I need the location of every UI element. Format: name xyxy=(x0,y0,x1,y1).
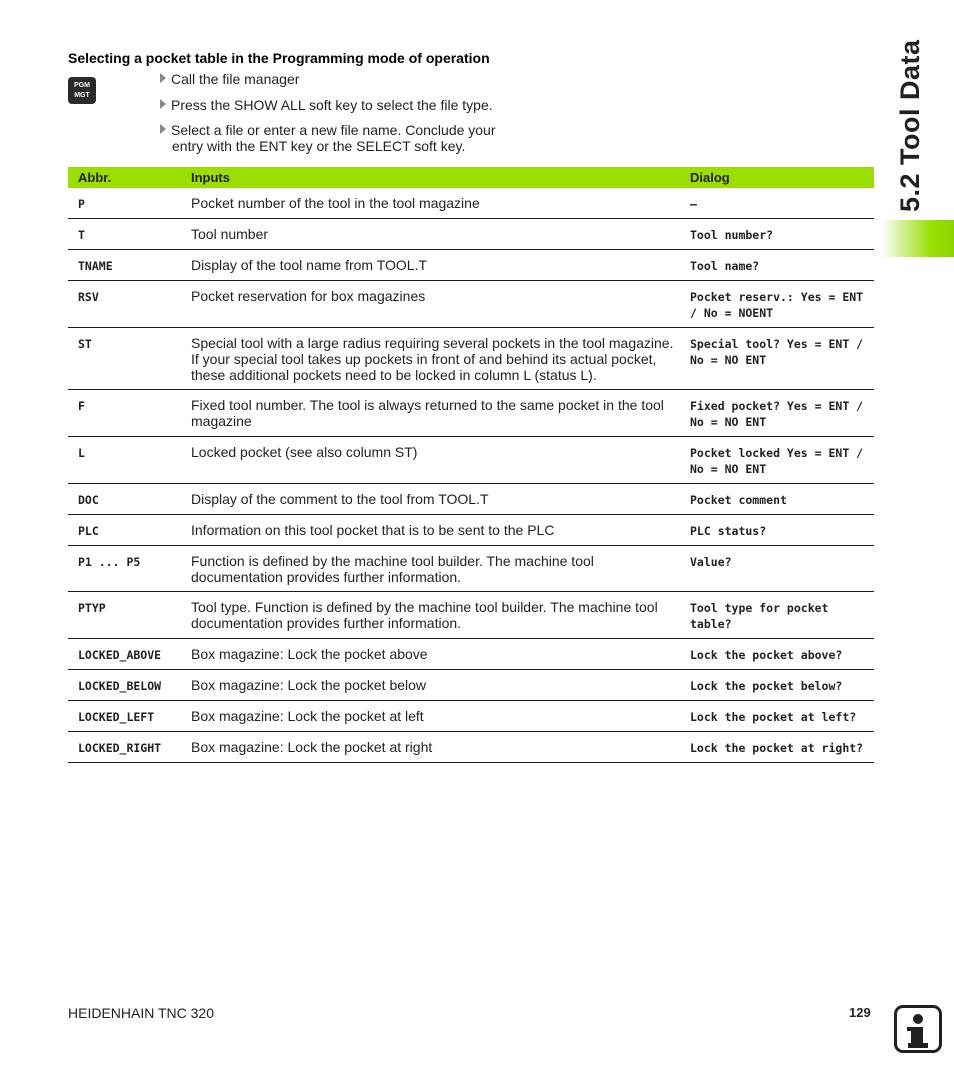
abbr-cell: LOCKED_ABOVE xyxy=(68,639,181,670)
abbr-cell: PTYP xyxy=(68,592,181,639)
step-text: Select a file or enter a new file name. Conclude your xyxy=(171,122,496,138)
input-cell: Tool number xyxy=(181,219,680,250)
abbr-cell: LOCKED_RIGHT xyxy=(68,732,181,763)
info-icon xyxy=(894,1005,942,1053)
step-3 xyxy=(160,122,496,154)
dialog-cell: Special tool? Yes = ENT / No = NO ENT xyxy=(680,328,874,390)
header-inputs: Inputs xyxy=(181,167,680,188)
step-text: Call the file manager xyxy=(171,71,300,87)
abbr-cell: P1 ... P5 xyxy=(68,546,181,592)
header-abbr: Abbr. xyxy=(68,167,181,188)
dialog-cell: PLC status? xyxy=(680,515,874,546)
table-row xyxy=(68,328,874,390)
input-cell: Pocket reservation for box magazines xyxy=(181,281,680,328)
arrow-bullet-icon xyxy=(160,124,166,134)
abbr-cell: L xyxy=(68,437,181,484)
table-row xyxy=(68,390,874,437)
step-text: Press the SHOW ALL soft key to select the file type. xyxy=(171,97,493,113)
footer-product: HEIDENHAIN TNC 320 xyxy=(68,1005,215,1021)
pocket-table xyxy=(68,167,874,763)
table-row xyxy=(68,219,874,250)
table-row xyxy=(68,437,874,484)
table-row xyxy=(68,484,874,515)
input-cell: Display of the tool name from TOOL.T xyxy=(181,250,680,281)
section-heading: Selecting a pocket table in the Programming mode of operation xyxy=(68,50,490,66)
table-row xyxy=(68,732,874,763)
dialog-cell: Pocket locked Yes = ENT / No = NO ENT xyxy=(680,437,874,484)
step-text-continued: entry with the ENT key or the SELECT soft key. xyxy=(172,138,466,154)
arrow-bullet-icon xyxy=(160,73,166,83)
dialog-cell: Tool name? xyxy=(680,250,874,281)
table-row xyxy=(68,250,874,281)
table-row xyxy=(68,188,874,219)
table-row xyxy=(68,701,874,732)
abbr-cell: LOCKED_LEFT xyxy=(68,701,181,732)
input-cell: Information on this tool pocket that is to be sent to the PLC xyxy=(181,515,680,546)
dialog-cell: Lock the pocket below? xyxy=(680,670,874,701)
abbr-cell: TNAME xyxy=(68,250,181,281)
table-row xyxy=(68,515,874,546)
table-row xyxy=(68,592,874,639)
input-cell: Box magazine: Lock the pocket below xyxy=(181,670,680,701)
input-cell: Box magazine: Lock the pocket at right xyxy=(181,732,680,763)
chapter-title xyxy=(895,39,954,212)
input-cell: Box magazine: Lock the pocket at left xyxy=(181,701,680,732)
input-cell: Locked pocket (see also column ST) xyxy=(181,437,680,484)
dialog-cell: Tool number? xyxy=(680,219,874,250)
abbr-cell: F xyxy=(68,390,181,437)
dialog-cell: Fixed pocket? Yes = ENT / No = NO ENT xyxy=(680,390,874,437)
header-dialog: Dialog xyxy=(680,167,874,188)
table-header-row xyxy=(68,167,874,188)
pgm-mgt-key-icon xyxy=(68,77,96,104)
step-1 xyxy=(160,71,299,87)
dialog-cell: Lock the pocket at left? xyxy=(680,701,874,732)
abbr-cell: ST xyxy=(68,328,181,390)
abbr-cell: DOC xyxy=(68,484,181,515)
dialog-cell: Value? xyxy=(680,546,874,592)
abbr-cell: LOCKED_BELOW xyxy=(68,670,181,701)
input-cell: Display of the comment to the tool from TOOL.T xyxy=(181,484,680,515)
dialog-cell: Lock the pocket at right? xyxy=(680,732,874,763)
abbr-cell: RSV xyxy=(68,281,181,328)
abbr-cell: T xyxy=(68,219,181,250)
dialog-cell: Pocket reserv.: Yes = ENT / No = NOENT xyxy=(680,281,874,328)
input-cell: Special tool with a large radius requiring several pockets in the tool magazine. If your special tool takes up pockets in front of and behind its actual pocket, these additional pockets need to be locked in column L (status L). xyxy=(181,328,680,390)
table-row xyxy=(68,546,874,592)
table-row xyxy=(68,639,874,670)
input-cell: Pocket number of the tool in the tool magazine xyxy=(181,188,680,219)
abbr-cell: P xyxy=(68,188,181,219)
input-cell: Function is defined by the machine tool builder. The machine tool documentation provides further information. xyxy=(181,546,680,592)
chapter-tab xyxy=(882,220,954,257)
key-label-line1: PGM xyxy=(74,82,90,89)
table-row xyxy=(68,281,874,328)
key-label-line2: MGT xyxy=(74,92,90,99)
chapter-title-text: 5.2 Tool Data xyxy=(895,39,925,212)
table-row xyxy=(68,670,874,701)
dialog-cell: Tool type for pocket table? xyxy=(680,592,874,639)
dialog-cell: Lock the pocket above? xyxy=(680,639,874,670)
abbr-cell: PLC xyxy=(68,515,181,546)
step-2 xyxy=(160,97,493,113)
arrow-bullet-icon xyxy=(160,99,166,109)
input-cell: Box magazine: Lock the pocket above xyxy=(181,639,680,670)
dialog-cell: – xyxy=(680,188,874,219)
input-cell: Fixed tool number. The tool is always returned to the same pocket in the tool magazine xyxy=(181,390,680,437)
input-cell: Tool type. Function is defined by the machine tool builder. The machine tool documentation provides further information. xyxy=(181,592,680,639)
dialog-cell: Pocket comment xyxy=(680,484,874,515)
page-number: 129 xyxy=(849,1005,871,1020)
